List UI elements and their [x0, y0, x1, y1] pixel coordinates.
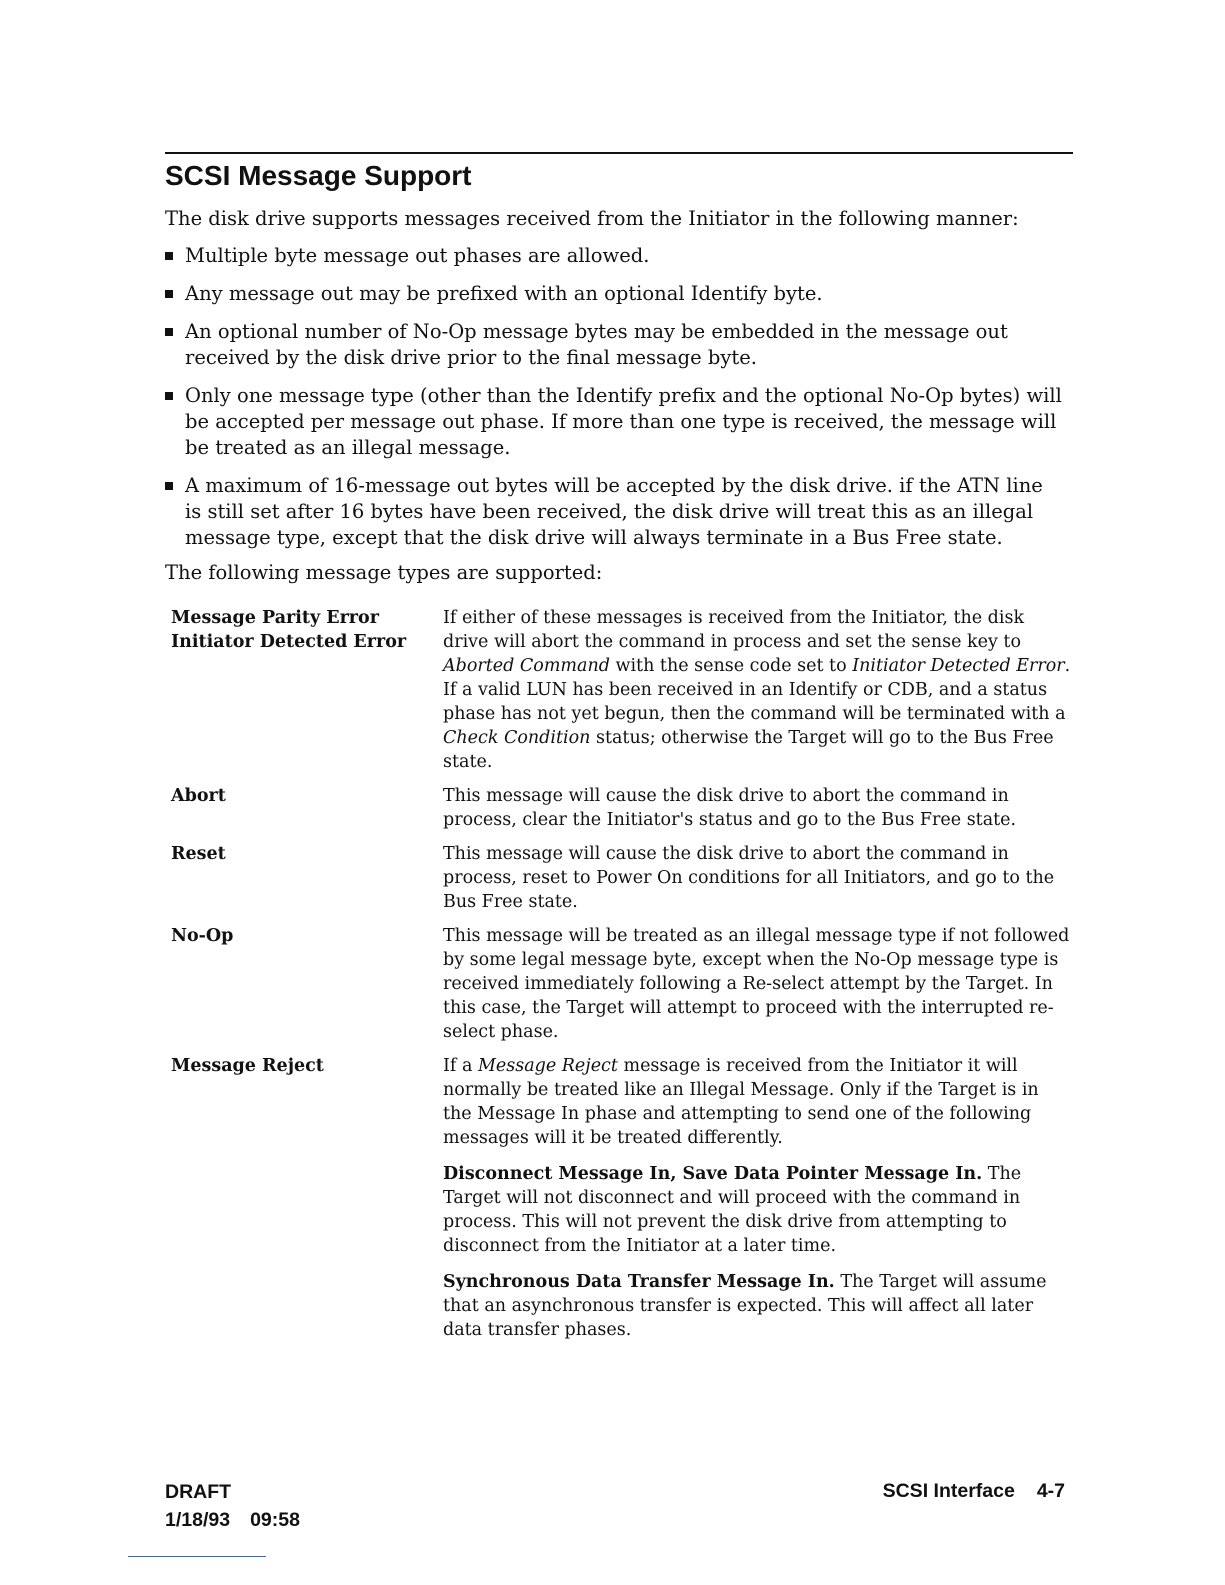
desc-reset: This message will cause the disk drive to abort the command in process, reset to Power On conditions for all Initiators, and go to the Bus Free state.	[443, 844, 1055, 912]
entry-parity-error	[171, 606, 1071, 774]
bullet-square-icon	[165, 482, 173, 490]
desc-abort: This message will cause the disk drive to abort the command in process, clear the Initiator's status and go to the Bus Free state.	[443, 786, 1017, 830]
list-item: A maximum of 16-message out bytes will be accepted by the disk drive. if the ATN line is still set after 16 bytes have been received, the disk drive will treat this as an illegal message type, except that the disk drive will always terminate in a Bus Free state.	[165, 473, 1065, 551]
bullet-square-icon	[165, 392, 173, 400]
message-types-intro: The following message types are supported:	[165, 561, 603, 584]
bullet-square-icon	[165, 328, 173, 336]
desc-parity-error: If either of these messages is received from the Initiator, the disk drive will abort the command in process and set the sense key to Aborted Command with the sense code set to Initiator Detected Error. If a valid LUN has been received in an Identify or CDB, and a status phase has not yet begun, then the command will be terminated with a Check Condition status; otherwise the Target will go to the Bus Free state.	[443, 608, 1071, 772]
term-message-parity-error: Message Parity Error	[171, 608, 379, 628]
list-item: An optional number of No-Op message bytes may be embedded in the message out received by the disk drive prior to the final message byte.	[165, 319, 1065, 371]
footer-draft-stamp	[165, 1478, 300, 1534]
list-item: Multiple byte message out phases are allowed.	[165, 243, 1065, 269]
footer-page-info	[883, 1480, 1065, 1503]
bullet-square-icon	[165, 290, 173, 298]
section-name: SCSI Interface	[882, 1480, 1015, 1502]
list-item: Any message out may be prefixed with an optional Identify byte.	[165, 281, 1065, 307]
term-initiator-detected-error: Initiator Detected Error	[171, 632, 407, 652]
header-rule	[165, 152, 1073, 154]
term-no-op: No-Op	[171, 926, 234, 946]
footer-underline-mark	[128, 1556, 266, 1557]
entry-abort	[171, 784, 1071, 832]
bullet-square-icon	[165, 252, 173, 260]
bullet-list	[165, 243, 1065, 563]
intro-paragraph: The disk drive supports messages received from the Initiator in the following manner:	[165, 207, 1019, 230]
page-title: SCSI Message Support	[165, 160, 472, 191]
entry-reset	[171, 842, 1071, 914]
term-abort: Abort	[171, 786, 226, 806]
desc-no-op: This message will be treated as an illegal message type if not followed by some legal message byte, except when the No-Op message type is received immediately following a Re-select attempt by the Target. In this case, the Target will attempt to proceed with the interrupted re-select phase.	[443, 926, 1070, 1042]
desc-synchronous-transfer: Synchronous Data Transfer Message In. The Target will assume that an asynchronous transfer is expected. This will affect all later data transfer phases.	[443, 1272, 1047, 1340]
term-message-reject: Message Reject	[171, 1056, 324, 1076]
entry-no-op	[171, 924, 1071, 1044]
term-reset: Reset	[171, 844, 226, 864]
draft-timestamp: 1/18/93 09:58	[165, 1509, 300, 1531]
draft-label: DRAFT	[165, 1481, 232, 1503]
message-type-list	[171, 606, 1071, 1352]
desc-disconnect-save-pointer: Disconnect Message In, Save Data Pointer Message In. The Target will not disconnect and will proceed with the command in process. This will not prevent the disk drive from attempting to disconnect from the Initiator at a later time.	[443, 1164, 1022, 1256]
list-item: Only one message type (other than the Identify prefix and the optional No-Op bytes) will be accepted per message out phase. If more than one type is received, the message will be treated as an illegal message.	[165, 383, 1065, 461]
entry-message-reject	[171, 1054, 1071, 1342]
desc-message-reject: If a Message Reject message is received from the Initiator it will normally be treated like an Illegal Message. Only if the Target is in the Message In phase and attempting to send one of the following messages will it be treated differently.	[443, 1056, 1039, 1148]
page-number: 4-7	[1036, 1480, 1065, 1502]
